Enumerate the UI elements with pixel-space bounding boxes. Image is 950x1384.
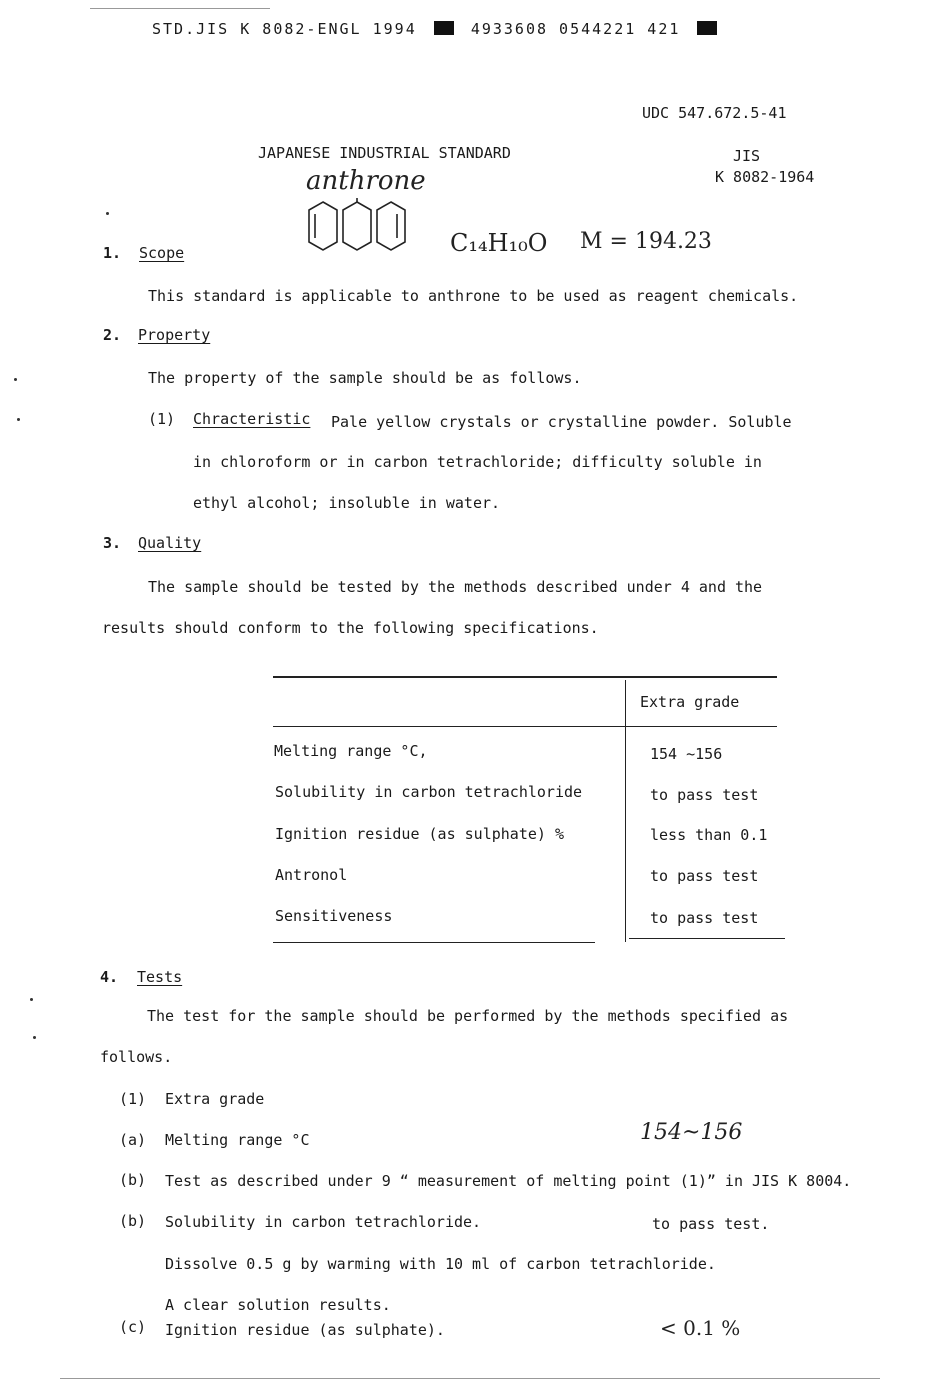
scan-speck <box>17 418 20 421</box>
test-c-label: (c) <box>119 1318 147 1336</box>
table-top-rule <box>273 676 777 678</box>
test-a-text: Melting range °C <box>165 1131 310 1149</box>
table-column-divider <box>625 680 626 942</box>
table-row-5-value: to pass test <box>650 909 759 927</box>
table-row-4-value: to pass test <box>650 867 759 885</box>
section-2-title: Property <box>138 326 211 344</box>
handwritten-residue-note: < 0.1 % <box>660 1316 741 1340</box>
tests-line-1: The test for the sample should be performed by the methods specified as <box>147 1007 789 1025</box>
handwritten-melting-note: 154~156 <box>640 1120 743 1145</box>
section-2-number: 2. <box>103 326 122 344</box>
test-b2-detail-2: A clear solution results. <box>165 1296 391 1314</box>
section-3-number: 3. <box>103 534 122 552</box>
test-c-text: Ignition residue (as sulphate). <box>165 1321 445 1339</box>
standard-title: JAPANESE INDUSTRIAL STANDARD <box>258 144 511 162</box>
test-b1-text: Test as described under 9 “ measurement of melting point (1)” in JIS K 8004. <box>165 1172 852 1190</box>
table-row-1-item: Melting range °C, <box>274 742 428 760</box>
section-1-number: 1. <box>103 244 122 262</box>
table-header-rule <box>273 726 777 727</box>
header-left-code: STD.JIS K 8082-ENGL 1994 <box>152 20 417 38</box>
quality-line-1: The sample should be tested by the methods described under 4 and the <box>148 578 763 596</box>
quality-line-2: results should conform to the following specifications. <box>102 619 599 637</box>
scope-text: This standard is applicable to anthrone to be used as reagent chemicals. <box>148 287 799 305</box>
section-3-title: Quality <box>138 534 202 552</box>
scan-speck <box>14 378 17 381</box>
test-b2-text: Solubility in carbon tetrachloride. <box>165 1213 482 1231</box>
document-header-line <box>152 20 723 38</box>
scan-edge-mark <box>90 8 270 9</box>
handwritten-molar-mass: M = 194.23 <box>580 229 712 254</box>
table-bottom-rule-right <box>629 938 785 939</box>
tests-line-2: follows. <box>100 1048 173 1066</box>
test-b2-label: (b) <box>119 1212 147 1230</box>
table-row-2-value: to pass test <box>650 786 759 804</box>
anthrone-structure-drawing <box>305 198 410 264</box>
scan-speck <box>33 1036 36 1039</box>
table-row-3-item: Ignition residue (as sulphate) % <box>275 825 564 843</box>
test-b2-result: to pass test. <box>652 1215 770 1233</box>
section-4-title: Tests <box>137 968 183 986</box>
test-a-label: (a) <box>119 1131 147 1149</box>
header-black-block <box>434 21 454 35</box>
table-row-5-item: Sensitiveness <box>275 907 393 925</box>
jis-label: JIS <box>733 147 761 165</box>
scan-speck <box>30 998 33 1001</box>
test-grade-number: (1) <box>119 1090 147 1108</box>
header-black-block-end <box>697 21 717 35</box>
jis-number: K 8082-1964 <box>715 168 815 186</box>
table-bottom-rule-left <box>273 942 595 943</box>
property-intro: The property of the sample should be as follows. <box>148 369 582 387</box>
udc-code: UDC 547.672.5-41 <box>642 104 787 122</box>
handwritten-formula: C₁₄H₁₀O <box>450 229 548 257</box>
property-item-number: (1) <box>148 410 176 428</box>
section-1-title: Scope <box>139 244 185 262</box>
table-row-2-item: Solubility in carbon tetrachloride <box>275 783 583 801</box>
table-row-1-value: 154 ~156 <box>650 745 723 763</box>
property-item-line-1: Pale yellow crystals or crystalline powder. Soluble <box>331 413 792 431</box>
table-row-4-item: Antronol <box>275 866 348 884</box>
property-item-line-3: ethyl alcohol; insoluble in water. <box>193 494 501 512</box>
scan-edge-mark <box>60 1378 880 1379</box>
test-b1-label: (b) <box>119 1171 147 1189</box>
property-item-line-2: in chloroform or in carbon tetrachloride; difficulty soluble in <box>193 453 762 471</box>
property-item-title: Chracteristic <box>193 410 311 428</box>
test-grade-text: Extra grade <box>165 1090 265 1108</box>
section-4-number: 4. <box>100 968 119 986</box>
header-middle-code: 4933608 0544221 421 <box>470 20 681 38</box>
table-row-3-value: less than 0.1 <box>650 826 768 844</box>
test-b2-detail-1: Dissolve 0.5 g by warming with 10 ml of carbon tetrachloride. <box>165 1255 716 1273</box>
table-column-header: Extra grade <box>640 693 740 711</box>
handwritten-compound-name: anthrone <box>306 166 426 196</box>
scan-speck <box>106 212 109 215</box>
